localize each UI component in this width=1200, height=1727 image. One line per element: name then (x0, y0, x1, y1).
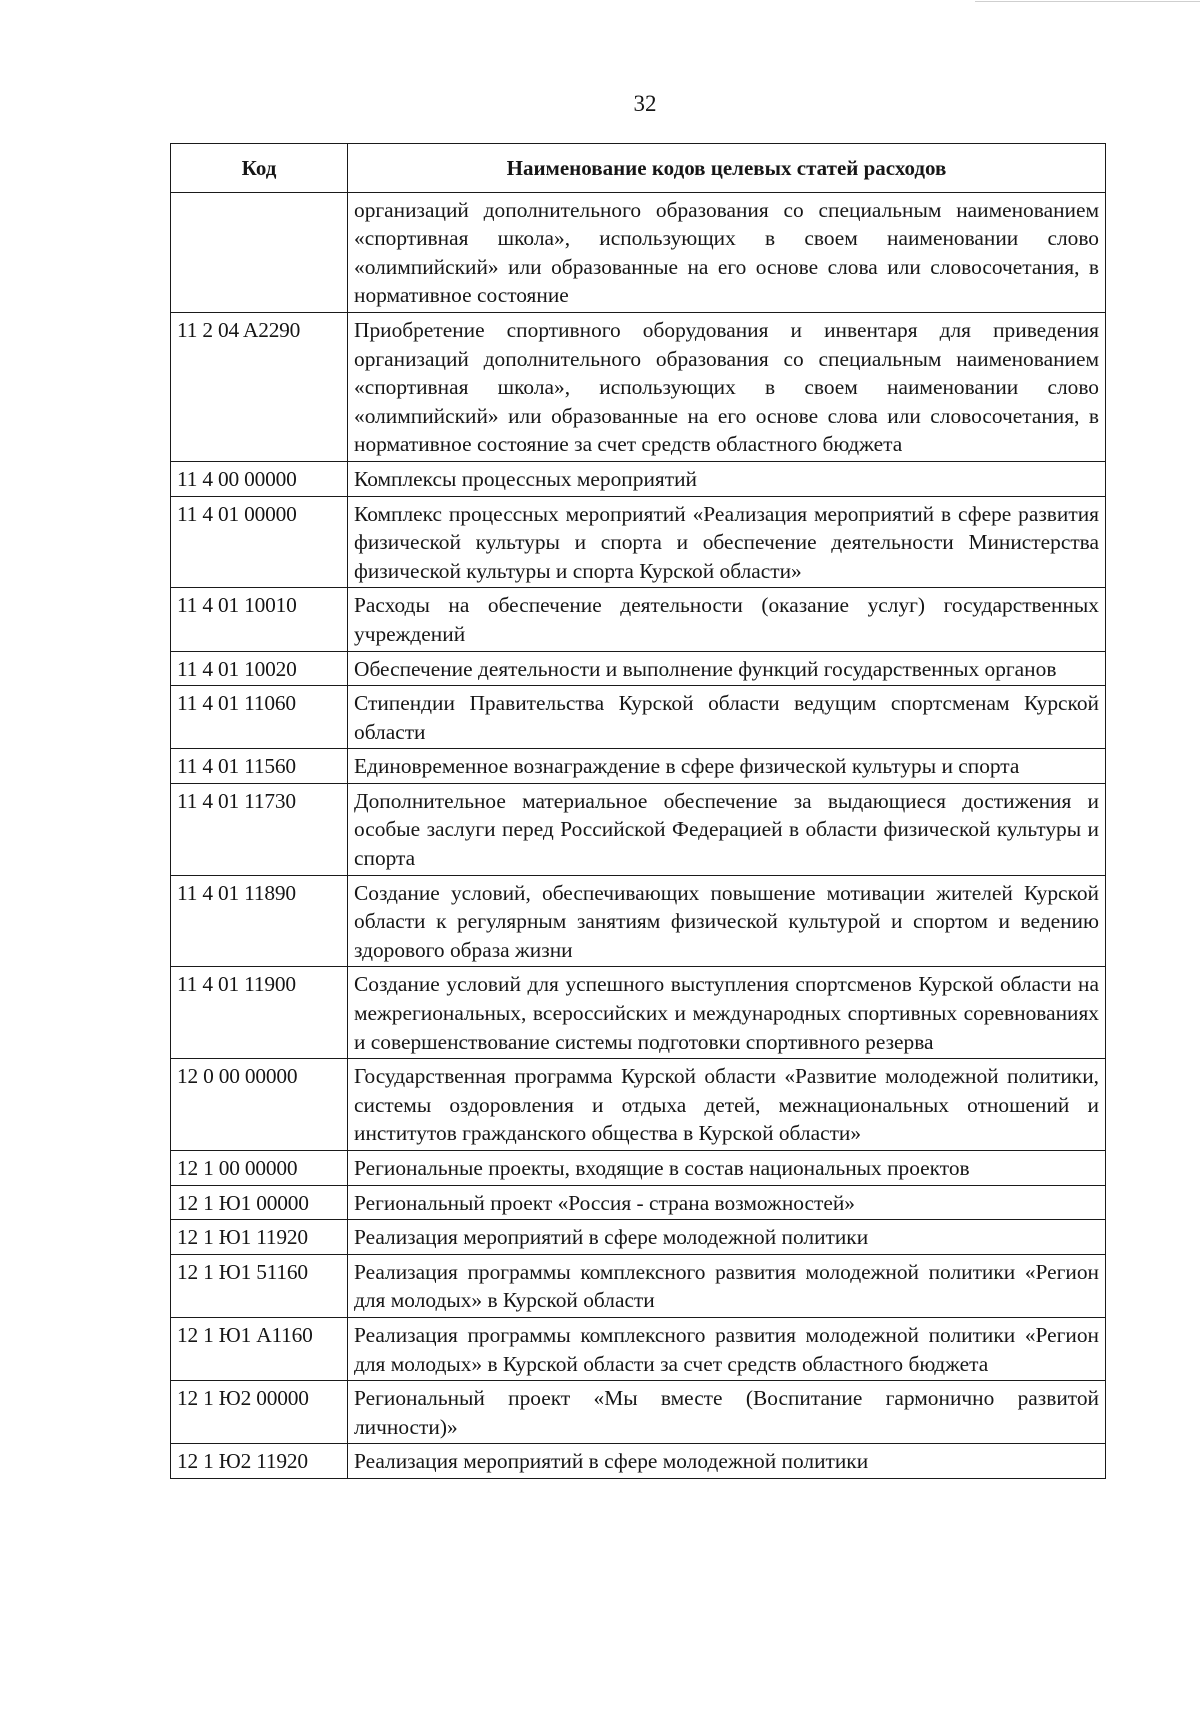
name-cell: Единовременное вознаграждение в сфере физической культуры и спорта (348, 749, 1106, 784)
code-cell: 11 4 01 11730 (171, 783, 348, 875)
table-row (171, 588, 1106, 651)
name-cell: Расходы на обеспечение деятельности (оказание услуг) государственных учреждений (348, 588, 1106, 651)
table-row (171, 1381, 1106, 1444)
table-row (171, 1059, 1106, 1151)
name-cell: организаций дополнительного образования со специальным наименованием «спортивная школа», использующих в своем наименовании слово «олимпийский» или образованные на его основе слова или словосочетания, в нормативное состояние (348, 192, 1106, 312)
code-cell: 12 0 00 00000 (171, 1059, 348, 1151)
code-cell: 11 4 01 11890 (171, 875, 348, 967)
code-cell: 11 2 04 A2290 (171, 312, 348, 461)
code-cell: 12 1 Ю1 11920 (171, 1220, 348, 1255)
code-cell: 12 1 Ю1 A1160 (171, 1317, 348, 1380)
table-row (171, 192, 1106, 312)
name-cell: Региональный проект «Мы вместе (Воспитание гармонично развитой личности)» (348, 1381, 1106, 1444)
target-expense-codes-table (170, 143, 1106, 1479)
code-cell: 12 1 Ю2 00000 (171, 1381, 348, 1444)
table-row (171, 749, 1106, 784)
table-row (171, 783, 1106, 875)
code-cell: 11 4 01 11900 (171, 967, 348, 1059)
name-cell: Реализация программы комплексного развития молодежной политики «Регион для молодых» в Курской области за счет средств областного бюджета (348, 1317, 1106, 1380)
table-body (171, 192, 1106, 1478)
name-cell: Создание условий для успешного выступления спортсменов Курской области на межрегиональных, всероссийских и международных спортивных соревнованиях и совершенствование системы подготовки спортивного резерва (348, 967, 1106, 1059)
name-cell: Региональный проект «Россия - страна возможностей» (348, 1185, 1106, 1220)
scan-edge-line (975, 1, 1200, 2)
table-row (171, 1151, 1106, 1186)
code-cell (171, 192, 348, 312)
table-row (171, 1220, 1106, 1255)
table-row (171, 1185, 1106, 1220)
table-row (171, 1254, 1106, 1317)
name-column-header: Наименование кодов целевых статей расходов (348, 144, 1106, 193)
code-cell: 12 1 Ю2 11920 (171, 1444, 348, 1479)
table-row (171, 312, 1106, 461)
name-cell: Государственная программа Курской области «Развитие молодежной политики, системы оздоровления и отдыха детей, межнациональных отношений и институтов гражданского общества в Курской области» (348, 1059, 1106, 1151)
name-cell: Дополнительное материальное обеспечение за выдающиеся достижения и особые заслуги перед Российской Федерацией в области физической культуры и спорта (348, 783, 1106, 875)
table-row (171, 1444, 1106, 1479)
code-column-header: Код (171, 144, 348, 193)
table-row (171, 967, 1106, 1059)
code-cell: 11 4 00 00000 (171, 461, 348, 496)
table-row (171, 461, 1106, 496)
page-number: 32 (633, 91, 657, 116)
name-cell: Региональные проекты, входящие в состав национальных проектов (348, 1151, 1106, 1186)
table-row (171, 496, 1106, 588)
name-cell: Реализация мероприятий в сфере молодежной политики (348, 1444, 1106, 1479)
name-cell: Реализация мероприятий в сфере молодежной политики (348, 1220, 1106, 1255)
code-cell: 11 4 01 11560 (171, 749, 348, 784)
name-cell: Обеспечение деятельности и выполнение функций государственных органов (348, 651, 1106, 686)
name-cell: Стипендии Правительства Курской области ведущим спортсменам Курской области (348, 686, 1106, 749)
code-cell: 11 4 01 10020 (171, 651, 348, 686)
name-cell: Реализация программы комплексного развития молодежной политики «Регион для молодых» в Курской области (348, 1254, 1106, 1317)
name-cell: Создание условий, обеспечивающих повышение мотивации жителей Курской области к регулярным занятиям физической культурой и спортом и ведению здорового образа жизни (348, 875, 1106, 967)
code-cell: 11 4 01 00000 (171, 496, 348, 588)
table-row (171, 875, 1106, 967)
table-row (171, 651, 1106, 686)
table-row (171, 1317, 1106, 1380)
name-cell: Приобретение спортивного оборудования и инвентаря для приведения организаций дополнительного образования со специальным наименованием «спортивная школа», использующих в своем наименовании слово «олимпийский» или образованные на его основе слова или словосочетания, в нормативное состояние за счет средств областного бюджета (348, 312, 1106, 461)
table-header-row (171, 144, 1106, 193)
code-cell: 11 4 01 11060 (171, 686, 348, 749)
code-cell: 12 1 00 00000 (171, 1151, 348, 1186)
name-cell: Комплекс процессных мероприятий «Реализация мероприятий в сфере развития физической культуры и спорта и обеспечение деятельности Министерства физической культуры и спорта Курской области» (348, 496, 1106, 588)
code-cell: 12 1 Ю1 51160 (171, 1254, 348, 1317)
name-cell: Комплексы процессных мероприятий (348, 461, 1106, 496)
code-cell: 11 4 01 10010 (171, 588, 348, 651)
table-row (171, 686, 1106, 749)
code-cell: 12 1 Ю1 00000 (171, 1185, 348, 1220)
